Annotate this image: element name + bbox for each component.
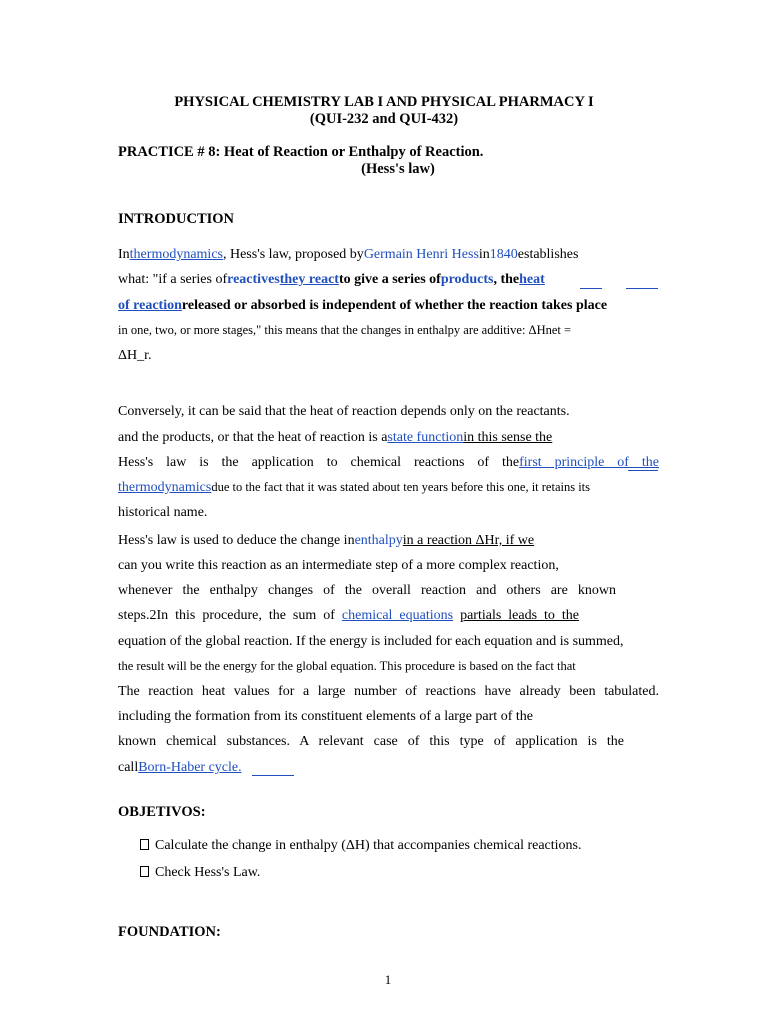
text-line: steps.2In this procedure, the sum of chemical equations partials leads to the (118, 608, 580, 623)
link-heat[interactable]: heat (519, 272, 545, 287)
text-line: of reactionreleased or absorbed is independent of whether the reaction takes place (118, 298, 608, 313)
link-chemical-equations[interactable]: chemical equations (341, 608, 454, 623)
list-item: Calculate the change in enthalpy (ΔH) that accompanies chemical reactions. (140, 838, 582, 854)
link-germain-henri-hess[interactable]: Germain Henri Hess (363, 247, 479, 262)
bullet-box-icon (140, 839, 149, 850)
page-number: 1 (384, 972, 392, 987)
practice-title: PRACTICE # 8: Heat of Reaction or Enthalpy of Reaction. (118, 144, 484, 160)
link-state-function[interactable]: state function (387, 430, 464, 445)
text-line: callBorn-Haber cycle. (118, 760, 242, 775)
link-thermodynamics-2[interactable]: thermodynamics (118, 480, 212, 495)
text-line: ΔH_r. (118, 348, 152, 363)
link-reactives[interactable]: reactives (227, 272, 280, 287)
link-1840[interactable]: 1840 (489, 247, 518, 262)
text-line: Hess's law is the application to chemical reactions of thefirst principle of the (118, 455, 659, 470)
course-codes: (QUI-232 and QUI-432) (309, 111, 459, 127)
document-title: PHYSICAL CHEMISTRY LAB I AND PHYSICAL PHARMACY I (174, 94, 594, 110)
text-line: whenever the enthalpy changes of the overall reaction and others are known (118, 583, 616, 598)
list-item: Check Hess's Law. (140, 865, 260, 881)
link-products[interactable]: products (440, 272, 494, 287)
link-thermodynamics[interactable]: thermodynamics (129, 247, 223, 262)
text-line: Inthermodynamics, Hess's law, proposed byGermain Henri Hessin1840establishes (118, 247, 579, 262)
text-line: what: "if a series ofreactivesthey reactto give a series ofproducts, theheat (118, 272, 545, 287)
text-line: in one, two, or more stages," this means that the changes in enthalpy are additive: ΔHnet = (118, 323, 572, 337)
text-line: including the formation from its constituent elements of a large part of the (118, 709, 533, 724)
section-heading-introduction: INTRODUCTION (118, 211, 235, 227)
link-underline (580, 288, 602, 289)
bullet-box-icon (140, 866, 149, 877)
text-line: historical name. (118, 505, 208, 520)
text-line: The reaction heat values for a large number of reactions have already been tabulated. (118, 684, 659, 699)
practice-subtitle: (Hess's law) (361, 161, 435, 177)
link-underline (252, 775, 294, 776)
text-line: the result will be the energy for the global equation. This procedure is based on the fact that (118, 659, 576, 673)
link-first-principle[interactable]: first principle of the (519, 455, 659, 470)
link-of-reaction[interactable]: of reaction (118, 298, 182, 313)
link-enthalpy[interactable]: enthalpy (354, 533, 403, 548)
link-underline (626, 288, 658, 289)
text-line: equation of the global reaction. If the energy is included for each equation and is summed, (118, 634, 624, 649)
text-line: and the products, or that the heat of reaction is astate functionin this sense the (118, 430, 553, 445)
text-line: thermodynamicsdue to the fact that it was stated about ten years before this one, it retains its (118, 480, 591, 495)
link-they-react[interactable]: they react (279, 272, 339, 287)
link-underline (628, 470, 658, 471)
text-line: known chemical substances. A relevant case of this type of application is the (118, 734, 624, 749)
text-line: Hess's law is used to deduce the change inenthalpyin a reaction ΔHr, if we (118, 533, 535, 548)
section-heading-objectives: OBJETIVOS: (118, 804, 206, 820)
text-line: can you write this reaction as an intermediate step of a more complex reaction, (118, 558, 559, 573)
text-line: Conversely, it can be said that the heat of reaction depends only on the reactants. (118, 404, 570, 419)
section-heading-foundation: FOUNDATION: (118, 924, 221, 940)
link-born-haber-cycle[interactable]: Born-Haber cycle. (138, 760, 242, 775)
